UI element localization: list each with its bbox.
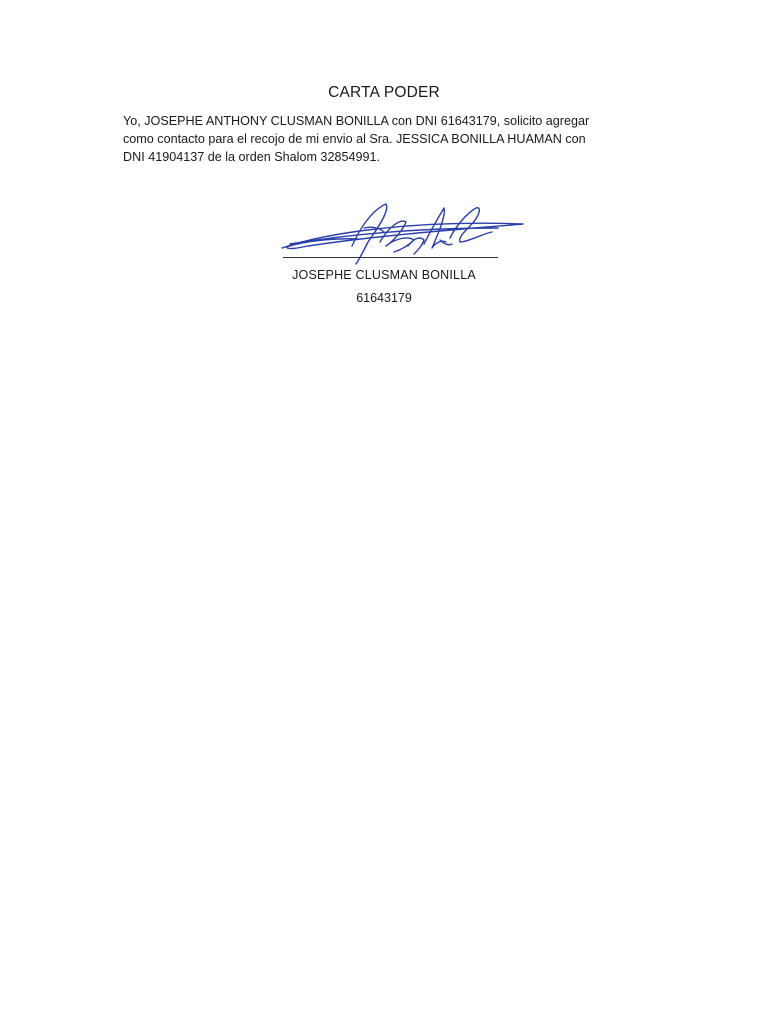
signer-name: JOSEPHE CLUSMAN BONILLA — [292, 268, 476, 282]
document-body-paragraph: Yo, JOSEPHE ANTHONY CLUSMAN BONILLA con DNI 61643179, solicito agregar como contacto para el recojo de mi envio al Sra. JESSICA BONILLA HUAMAN con DNI 41904137 de la orden Shalom 32854991. — [123, 114, 590, 164]
document-title: CARTA PODER — [328, 84, 440, 101]
signature-line — [283, 257, 498, 258]
handwritten-signature — [268, 198, 530, 270]
signer-id-number: 61643179 — [356, 291, 412, 305]
